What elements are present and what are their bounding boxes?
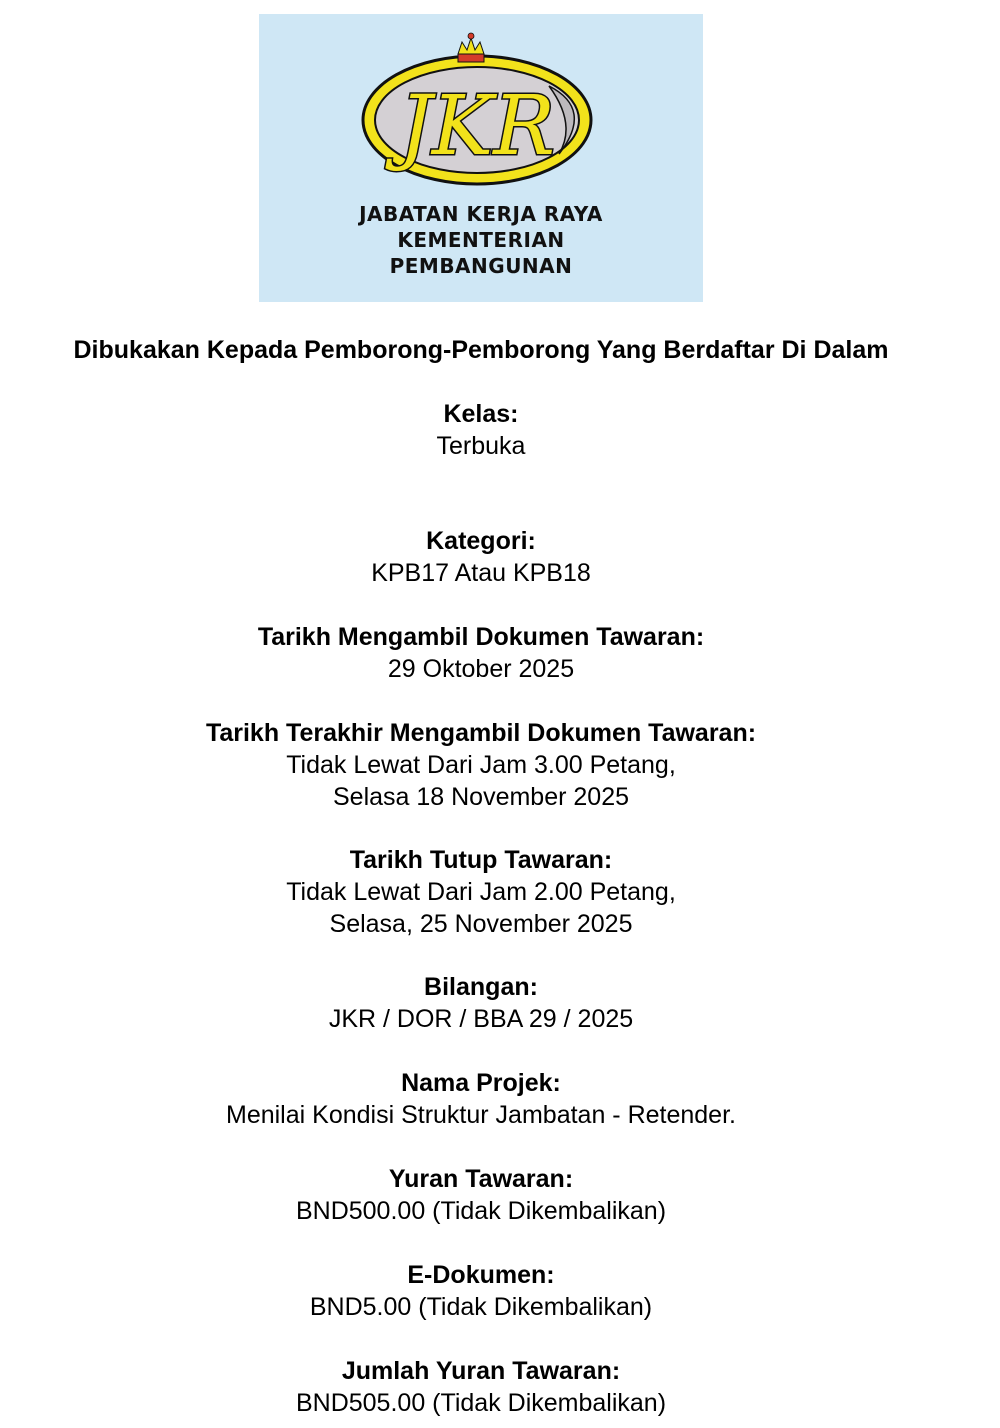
field-value: BND5.00 (Tidak Dikembalikan) bbox=[309, 1293, 653, 1321]
field-label: Tarikh Mengambil Dokumen Tawaran: bbox=[257, 623, 705, 651]
field-value: KPB17 Atau KPB18 bbox=[371, 559, 591, 587]
field-value: Selasa 18 November 2025 bbox=[332, 783, 630, 811]
field-e-dokumen bbox=[0, 1259, 962, 1355]
field-value: Terbuka bbox=[436, 432, 526, 460]
field-value: Selasa, 25 November 2025 bbox=[329, 910, 633, 938]
field-label: E-Dokumen: bbox=[407, 1261, 555, 1289]
intro-heading: Dibukakan Kepada Pemborong-Pemborong Yang Berdaftar Di Dalam bbox=[73, 336, 889, 364]
field-label: Kelas: bbox=[443, 400, 519, 428]
field-tarikh-mengambil bbox=[0, 621, 962, 717]
field-bilangan bbox=[0, 971, 962, 1067]
field-value: Tidak Lewat Dari Jam 3.00 Petang, bbox=[286, 751, 676, 779]
jkr-logo bbox=[259, 14, 703, 302]
field-label: Tarikh Tutup Tawaran: bbox=[349, 846, 613, 874]
field-label: Jumlah Yuran Tawaran: bbox=[341, 1357, 621, 1385]
logo-line-2: KEMENTERIAN bbox=[397, 228, 565, 252]
field-value: BND500.00 (Tidak Dikembalikan) bbox=[295, 1197, 667, 1225]
field-jumlah-yuran bbox=[0, 1355, 962, 1425]
field-tarikh-terakhir bbox=[0, 717, 962, 844]
field-yuran-tawaran bbox=[0, 1163, 962, 1259]
field-label: Bilangan: bbox=[424, 973, 538, 1001]
tender-details bbox=[0, 398, 962, 1425]
logo-line-3: PEMBANGUNAN bbox=[389, 254, 573, 278]
field-value: Tidak Lewat Dari Jam 2.00 Petang, bbox=[286, 878, 676, 906]
field-value: BND505.00 (Tidak Dikembalikan) bbox=[295, 1389, 667, 1417]
field-label: Yuran Tawaran: bbox=[388, 1165, 574, 1193]
field-kelas bbox=[0, 398, 962, 525]
crown-icon bbox=[458, 33, 484, 62]
field-value: 29 Oktober 2025 bbox=[387, 655, 575, 683]
field-label: Tarikh Terakhir Mengambil Dokumen Tawaran: bbox=[205, 719, 757, 747]
field-label: Kategori: bbox=[426, 527, 536, 555]
field-kategori bbox=[0, 525, 962, 621]
field-label: Nama Projek: bbox=[401, 1069, 561, 1097]
field-value: JKR / DOR / BBA 29 / 2025 bbox=[328, 1005, 634, 1033]
field-tarikh-tutup bbox=[0, 844, 962, 971]
field-value: Menilai Kondisi Struktur Jambatan - Retender. bbox=[226, 1101, 736, 1129]
svg-text:JKR: JKR bbox=[399, 79, 555, 174]
logo-line-1: JABATAN KERJA RAYA bbox=[359, 202, 603, 226]
field-nama-projek bbox=[0, 1067, 962, 1163]
